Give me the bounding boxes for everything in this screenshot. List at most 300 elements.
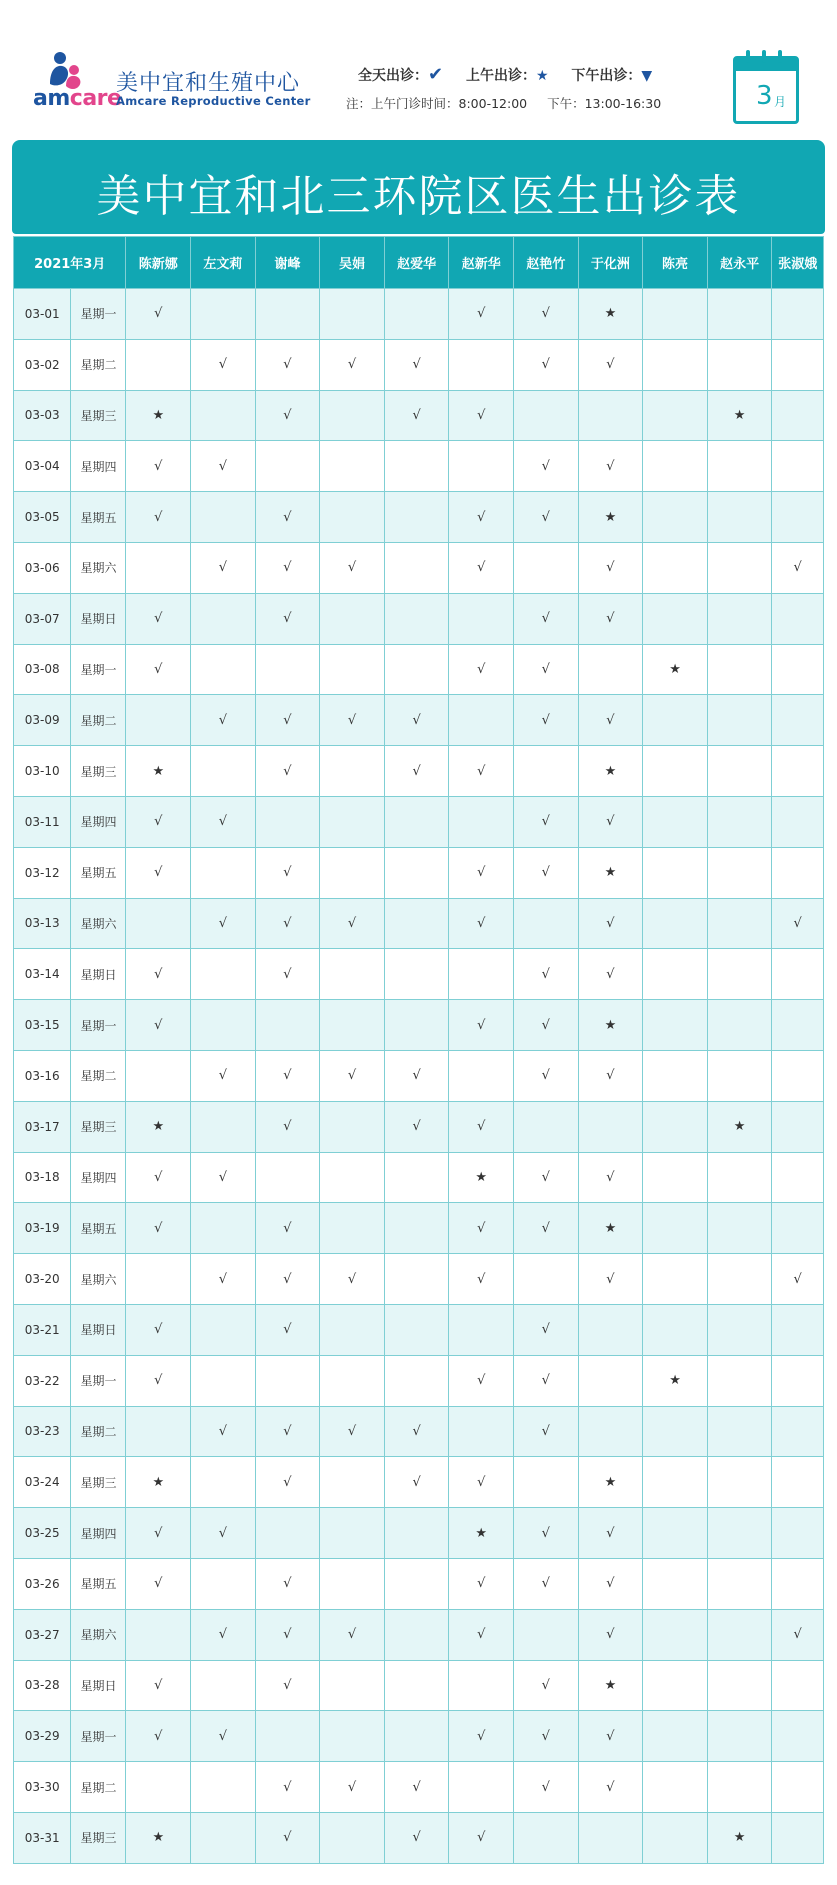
date-cell: 03-26 <box>14 1558 71 1609</box>
schedule-cell <box>449 441 514 492</box>
schedule-cell: √ <box>384 339 449 390</box>
date-cell: 03-24 <box>14 1457 71 1508</box>
schedule-cell: √ <box>384 1812 449 1863</box>
date-cell: 03-27 <box>14 1609 71 1660</box>
amcare-logo-text <box>33 86 121 111</box>
schedule-cell: √ <box>320 542 385 593</box>
schedule-cell: √ <box>126 949 191 1000</box>
schedule-cell: ★ <box>449 1508 514 1559</box>
table-row <box>14 1406 824 1457</box>
weekday-cell: 星期五 <box>71 1203 126 1254</box>
schedule-cell: √ <box>191 1152 256 1203</box>
schedule-cell <box>772 1152 824 1203</box>
schedule-cell <box>707 1355 772 1406</box>
schedule-cell <box>643 1711 708 1762</box>
schedule-cell: √ <box>255 1660 320 1711</box>
schedule-cell: √ <box>320 898 385 949</box>
schedule-cell <box>578 1355 643 1406</box>
schedule-cell <box>707 949 772 1000</box>
weekday-cell: 星期二 <box>71 1762 126 1813</box>
doctor-header: 赵永平 <box>707 237 772 289</box>
schedule-cell <box>643 847 708 898</box>
weekday-cell: 星期二 <box>71 1050 126 1101</box>
schedule-cell <box>449 796 514 847</box>
schedule-cell: √ <box>320 1762 385 1813</box>
table-row <box>14 1558 824 1609</box>
schedule-cell: √ <box>772 898 824 949</box>
schedule-cell <box>384 1304 449 1355</box>
schedule-cell: √ <box>255 898 320 949</box>
schedule-cell: √ <box>514 949 579 1000</box>
schedule-cell <box>255 796 320 847</box>
legend-full-day-symbol: ✔ <box>428 64 444 85</box>
schedule-cell <box>772 847 824 898</box>
schedule-cell: √ <box>255 949 320 1000</box>
date-cell: 03-15 <box>14 1000 71 1051</box>
date-cell: 03-05 <box>14 492 71 543</box>
schedule-cell: √ <box>191 695 256 746</box>
doctor-schedule-table <box>13 236 824 1864</box>
schedule-cell <box>643 796 708 847</box>
schedule-cell <box>643 1762 708 1813</box>
schedule-cell <box>320 593 385 644</box>
schedule-cell <box>384 492 449 543</box>
schedule-cell: √ <box>449 847 514 898</box>
weekday-cell: 星期二 <box>71 695 126 746</box>
schedule-cell <box>643 1812 708 1863</box>
weekday-cell: 星期四 <box>71 1508 126 1559</box>
schedule-cell <box>643 898 708 949</box>
schedule-cell <box>126 1609 191 1660</box>
schedule-cell: ★ <box>707 390 772 441</box>
schedule-cell: √ <box>449 289 514 340</box>
schedule-cell: √ <box>514 339 579 390</box>
weekday-cell: 星期一 <box>71 289 126 340</box>
schedule-cell: √ <box>449 390 514 441</box>
schedule-cell <box>707 746 772 797</box>
date-cell: 03-30 <box>14 1762 71 1813</box>
schedule-cell: √ <box>514 1304 579 1355</box>
schedule-cell <box>126 1254 191 1305</box>
schedule-cell <box>255 441 320 492</box>
schedule-cell: √ <box>384 1457 449 1508</box>
schedule-cell <box>191 390 256 441</box>
schedule-cell <box>320 796 385 847</box>
legend-full-day-label: 全天出诊： <box>358 68 428 84</box>
schedule-cell <box>707 1000 772 1051</box>
doctor-header: 陈亮 <box>643 237 708 289</box>
schedule-cell: √ <box>578 1609 643 1660</box>
date-cell: 03-19 <box>14 1203 71 1254</box>
date-cell: 03-16 <box>14 1050 71 1101</box>
org-name-en: Amcare Reproductive Center <box>116 94 311 108</box>
date-cell: 03-13 <box>14 898 71 949</box>
schedule-cell: √ <box>578 1711 643 1762</box>
schedule-cell: √ <box>255 746 320 797</box>
schedule-cell: √ <box>449 492 514 543</box>
schedule-cell: √ <box>320 339 385 390</box>
schedule-cell <box>449 339 514 390</box>
schedule-cell <box>643 949 708 1000</box>
schedule-cell: √ <box>578 1152 643 1203</box>
schedule-cell: √ <box>578 339 643 390</box>
schedule-cell <box>643 695 708 746</box>
schedule-cell <box>191 949 256 1000</box>
weekday-cell: 星期四 <box>71 441 126 492</box>
table-row <box>14 746 824 797</box>
schedule-cell <box>772 1457 824 1508</box>
table-row <box>14 492 824 543</box>
schedule-cell <box>707 1508 772 1559</box>
schedule-cell: ★ <box>643 1355 708 1406</box>
schedule-cell <box>384 644 449 695</box>
weekday-cell: 星期日 <box>71 593 126 644</box>
schedule-cell <box>643 1203 708 1254</box>
title-banner <box>12 140 825 234</box>
doctor-header: 左文莉 <box>191 237 256 289</box>
schedule-cell: √ <box>772 542 824 593</box>
schedule-cell <box>191 1660 256 1711</box>
schedule-cell: √ <box>126 1558 191 1609</box>
schedule-cell: √ <box>255 1812 320 1863</box>
schedule-cell <box>384 1558 449 1609</box>
schedule-cell: √ <box>255 847 320 898</box>
schedule-cell <box>643 441 708 492</box>
schedule-cell <box>320 1355 385 1406</box>
schedule-cell <box>707 593 772 644</box>
schedule-cell: √ <box>578 542 643 593</box>
table-row <box>14 1457 824 1508</box>
schedule-cell <box>772 796 824 847</box>
schedule-cell: √ <box>514 289 579 340</box>
schedule-cell: √ <box>514 593 579 644</box>
schedule-cell <box>514 542 579 593</box>
schedule-cell <box>320 441 385 492</box>
weekday-cell: 星期三 <box>71 1812 126 1863</box>
schedule-cell: √ <box>772 1609 824 1660</box>
table-row <box>14 847 824 898</box>
schedule-cell <box>772 1355 824 1406</box>
legend-morning-label: 上午出诊： <box>465 68 536 84</box>
table-row <box>14 542 824 593</box>
doctor-header: 谢峰 <box>255 237 320 289</box>
calendar-month-unit: 月 <box>774 95 787 109</box>
schedule-cell <box>126 339 191 390</box>
schedule-cell: √ <box>578 441 643 492</box>
schedule-cell: √ <box>255 1406 320 1457</box>
schedule-cell: √ <box>126 1355 191 1406</box>
schedule-cell <box>191 1304 256 1355</box>
schedule-cell: √ <box>514 796 579 847</box>
schedule-cell: √ <box>191 898 256 949</box>
schedule-cell <box>772 339 824 390</box>
schedule-cell: √ <box>126 1152 191 1203</box>
schedule-cell <box>384 1660 449 1711</box>
schedule-cell <box>384 1355 449 1406</box>
schedule-cell <box>384 949 449 1000</box>
schedule-cell: √ <box>578 1508 643 1559</box>
schedule-cell: √ <box>449 1355 514 1406</box>
schedule-cell: √ <box>449 1457 514 1508</box>
schedule-cell <box>772 1762 824 1813</box>
schedule-cell <box>643 1406 708 1457</box>
schedule-cell: ★ <box>578 746 643 797</box>
schedule-cell <box>320 1101 385 1152</box>
schedule-cell: √ <box>578 593 643 644</box>
date-cell: 03-03 <box>14 390 71 441</box>
date-cell: 03-10 <box>14 746 71 797</box>
schedule-cell <box>707 1406 772 1457</box>
schedule-cell: √ <box>191 542 256 593</box>
schedule-cell: √ <box>320 695 385 746</box>
schedule-cell <box>514 746 579 797</box>
schedule-cell: √ <box>384 1406 449 1457</box>
schedule-cell: √ <box>514 695 579 746</box>
schedule-cell: √ <box>384 695 449 746</box>
date-cell: 03-08 <box>14 644 71 695</box>
schedule-cell <box>772 1812 824 1863</box>
table-row <box>14 644 824 695</box>
schedule-cell <box>449 949 514 1000</box>
schedule-cell <box>384 1203 449 1254</box>
schedule-cell <box>772 441 824 492</box>
schedule-cell: √ <box>191 1711 256 1762</box>
weekday-cell: 星期六 <box>71 1254 126 1305</box>
date-cell: 03-20 <box>14 1254 71 1305</box>
schedule-cell <box>255 644 320 695</box>
schedule-cell <box>643 1101 708 1152</box>
weekday-cell: 星期三 <box>71 1457 126 1508</box>
schedule-cell: √ <box>449 1254 514 1305</box>
schedule-cell <box>643 746 708 797</box>
table-row <box>14 1254 824 1305</box>
schedule-cell: ★ <box>126 1101 191 1152</box>
schedule-cell <box>772 1101 824 1152</box>
schedule-cell <box>772 949 824 1000</box>
weekday-cell: 星期二 <box>71 339 126 390</box>
schedule-cell <box>255 289 320 340</box>
schedule-cell <box>191 1355 256 1406</box>
schedule-cell <box>707 1558 772 1609</box>
schedule-cell <box>643 390 708 441</box>
schedule-cell <box>449 695 514 746</box>
schedule-cell <box>320 1558 385 1609</box>
schedule-cell: √ <box>449 1711 514 1762</box>
table-body <box>14 289 824 1864</box>
schedule-cell <box>191 644 256 695</box>
schedule-cell <box>643 339 708 390</box>
schedule-cell: ★ <box>578 1457 643 1508</box>
calendar-icon <box>733 56 799 124</box>
schedule-cell <box>772 492 824 543</box>
weekday-cell: 星期一 <box>71 1355 126 1406</box>
schedule-cell: √ <box>514 1711 579 1762</box>
schedule-cell <box>772 1406 824 1457</box>
schedule-cell <box>384 1152 449 1203</box>
date-cell: 03-21 <box>14 1304 71 1355</box>
table-row <box>14 695 824 746</box>
schedule-cell <box>707 796 772 847</box>
schedule-cell: √ <box>255 542 320 593</box>
schedule-cell: √ <box>514 1558 579 1609</box>
schedule-cell: √ <box>514 644 579 695</box>
schedule-cell <box>643 1000 708 1051</box>
schedule-cell <box>126 1762 191 1813</box>
schedule-cell: √ <box>126 1304 191 1355</box>
schedule-cell <box>707 1660 772 1711</box>
schedule-cell: ★ <box>578 1660 643 1711</box>
date-cell: 03-06 <box>14 542 71 593</box>
schedule-cell: ★ <box>578 1000 643 1051</box>
schedule-cell: √ <box>255 1609 320 1660</box>
schedule-cell: √ <box>126 1660 191 1711</box>
table-row <box>14 898 824 949</box>
schedule-cell: √ <box>449 1812 514 1863</box>
schedule-cell <box>320 1000 385 1051</box>
schedule-cell: √ <box>514 1050 579 1101</box>
schedule-cell: √ <box>384 1050 449 1101</box>
schedule-cell <box>707 542 772 593</box>
schedule-cell: √ <box>126 644 191 695</box>
table-row <box>14 339 824 390</box>
schedule-cell: √ <box>126 593 191 644</box>
schedule-cell <box>449 1762 514 1813</box>
weekday-cell: 星期五 <box>71 492 126 543</box>
schedule-cell <box>772 1508 824 1559</box>
date-cell: 03-12 <box>14 847 71 898</box>
schedule-cell: √ <box>255 593 320 644</box>
schedule-cell: √ <box>449 1558 514 1609</box>
schedule-cell <box>578 644 643 695</box>
schedule-cell <box>772 644 824 695</box>
schedule-cell <box>643 542 708 593</box>
schedule-cell: √ <box>320 1406 385 1457</box>
schedule-cell <box>772 1711 824 1762</box>
date-cell: 03-29 <box>14 1711 71 1762</box>
table-row <box>14 949 824 1000</box>
schedule-cell <box>707 1254 772 1305</box>
schedule-cell: √ <box>191 796 256 847</box>
schedule-cell: √ <box>255 1050 320 1101</box>
doctor-header: 吴娟 <box>320 237 385 289</box>
weekday-cell: 星期三 <box>71 390 126 441</box>
schedule-cell: √ <box>191 1508 256 1559</box>
schedule-cell <box>643 1660 708 1711</box>
schedule-cell <box>449 1406 514 1457</box>
weekday-cell: 星期六 <box>71 898 126 949</box>
schedule-cell: ★ <box>126 1812 191 1863</box>
schedule-cell <box>643 1304 708 1355</box>
weekday-cell: 星期日 <box>71 1304 126 1355</box>
schedule-cell <box>384 898 449 949</box>
table-row <box>14 1762 824 1813</box>
schedule-cell: ★ <box>578 289 643 340</box>
table-row <box>14 1355 824 1406</box>
date-cell: 03-11 <box>14 796 71 847</box>
schedule-cell <box>514 1101 579 1152</box>
schedule-cell: √ <box>255 339 320 390</box>
clinic-hours-note <box>346 94 677 112</box>
schedule-cell <box>772 289 824 340</box>
schedule-cell: √ <box>126 1711 191 1762</box>
schedule-cell <box>707 898 772 949</box>
weekday-cell: 星期五 <box>71 1558 126 1609</box>
schedule-cell <box>449 1660 514 1711</box>
logo-text-care: care <box>69 86 122 111</box>
schedule-cell <box>643 1457 708 1508</box>
schedule-cell <box>578 1812 643 1863</box>
schedule-cell <box>643 593 708 644</box>
schedule-cell <box>384 796 449 847</box>
schedule-cell <box>707 644 772 695</box>
schedule-cell: √ <box>449 1101 514 1152</box>
schedule-cell: √ <box>578 1762 643 1813</box>
schedule-cell <box>126 898 191 949</box>
doctor-header: 赵艳竹 <box>514 237 579 289</box>
page-header <box>0 0 837 140</box>
table-row <box>14 1660 824 1711</box>
doctor-header: 赵新华 <box>449 237 514 289</box>
schedule-cell: √ <box>514 492 579 543</box>
schedule-cell: √ <box>578 1050 643 1101</box>
schedule-cell: √ <box>384 1762 449 1813</box>
schedule-cell: √ <box>514 1762 579 1813</box>
schedule-cell <box>320 644 385 695</box>
schedule-cell: √ <box>514 1660 579 1711</box>
schedule-cell <box>126 695 191 746</box>
schedule-cell <box>514 898 579 949</box>
schedule-cell: √ <box>255 1558 320 1609</box>
table-row <box>14 593 824 644</box>
doctor-header: 张淑娥 <box>772 237 824 289</box>
schedule-cell: √ <box>578 695 643 746</box>
weekday-cell: 星期五 <box>71 847 126 898</box>
table-row <box>14 1152 824 1203</box>
schedule-cell <box>772 1660 824 1711</box>
schedule-cell <box>772 746 824 797</box>
schedule-cell: √ <box>191 339 256 390</box>
schedule-cell: √ <box>255 492 320 543</box>
table-row <box>14 1711 824 1762</box>
schedule-cell <box>643 1609 708 1660</box>
weekday-cell: 星期日 <box>71 1660 126 1711</box>
schedule-cell <box>514 1609 579 1660</box>
schedule-cell <box>384 1000 449 1051</box>
schedule-cell: √ <box>384 1101 449 1152</box>
schedule-cell <box>578 1406 643 1457</box>
schedule-cell: ★ <box>449 1152 514 1203</box>
date-cell: 03-14 <box>14 949 71 1000</box>
weekday-cell: 星期一 <box>71 1000 126 1051</box>
schedule-cell <box>191 289 256 340</box>
schedule-cell <box>320 1812 385 1863</box>
schedule-cell: √ <box>255 1203 320 1254</box>
date-cell: 03-31 <box>14 1812 71 1863</box>
schedule-cell <box>514 1254 579 1305</box>
schedule-cell <box>707 1304 772 1355</box>
schedule-cell <box>643 289 708 340</box>
weekday-cell: 星期一 <box>71 1711 126 1762</box>
note-afternoon-hours: 下午：13:00-16:30 <box>547 96 662 111</box>
date-cell: 03-28 <box>14 1660 71 1711</box>
schedule-cell <box>384 441 449 492</box>
weekday-cell: 星期二 <box>71 1406 126 1457</box>
schedule-cell: √ <box>255 1101 320 1152</box>
table-row <box>14 1000 824 1051</box>
calendar-month-number: 3 <box>756 81 773 111</box>
schedule-cell: ★ <box>126 390 191 441</box>
weekday-cell: 星期三 <box>71 1101 126 1152</box>
